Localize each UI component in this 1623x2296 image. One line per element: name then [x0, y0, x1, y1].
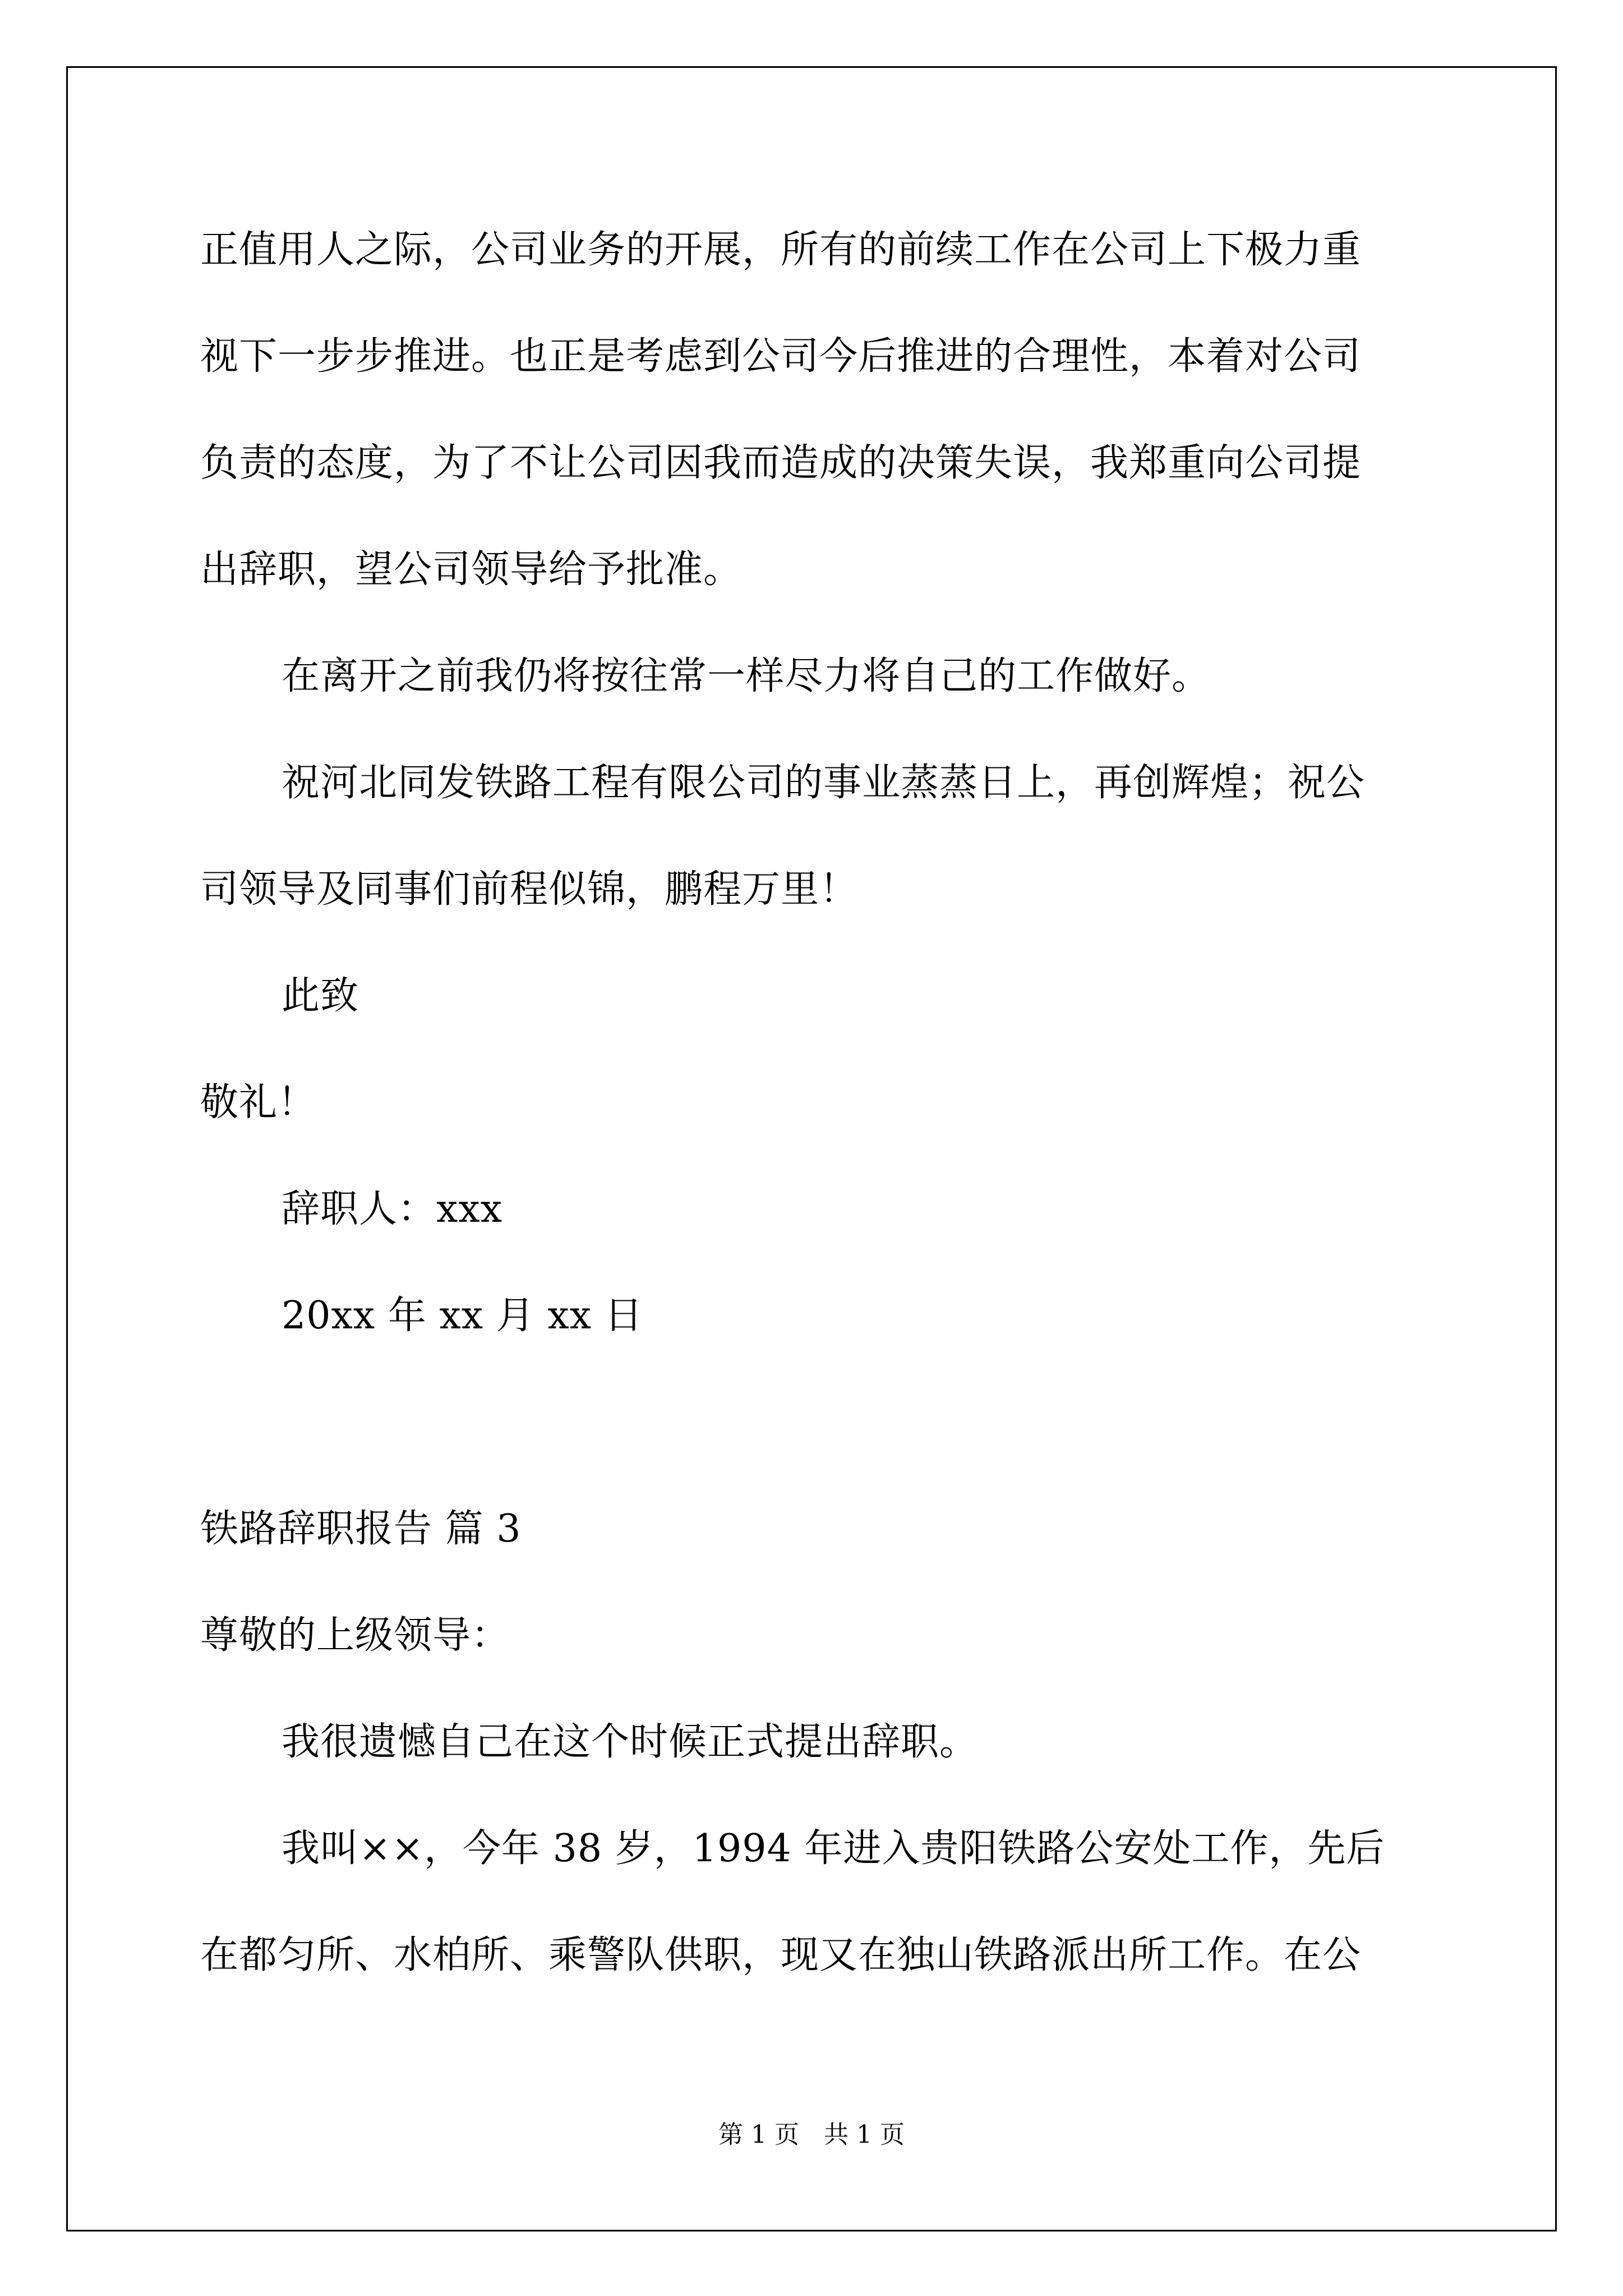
body-text-line: 我叫××，今年 38 岁，1994 年进入贵阳铁路公安处工作，先后	[282, 1826, 1385, 1871]
page-footer: 第 1 页 共 1 页	[718, 2120, 905, 2149]
body-text-line: 祝河北同发铁路工程有限公司的事业蒸蒸日上，再创辉煌；祝公	[282, 761, 1366, 805]
body-text-line: 司领导及同事们前程似锦，鹏程万里！	[200, 867, 859, 912]
closing-salutation: 此致	[282, 974, 359, 1018]
signature-name: 辞职人：xxx	[282, 1187, 503, 1231]
letter-greeting: 尊敬的上级领导：	[200, 1613, 510, 1658]
body-text-line: 在都匀所、水柏所、乘警队供职，现又在独山铁路派出所工作。在公	[200, 1933, 1362, 1977]
body-text-line: 我很遗憾自己在这个时候正式提出辞职。	[282, 1720, 979, 1764]
body-text-line: 在离开之前我仍将按往常一样尽力将自己的工作做好。	[282, 654, 1211, 698]
section-heading: 铁路辞职报告 篇 3	[200, 1507, 522, 1551]
body-text-line: 正值用人之际，公司业务的开展，所有的前续工作在公司上下极力重	[200, 228, 1362, 272]
body-text-line: 出辞职，望公司领导给予批准。	[200, 547, 743, 592]
page-border	[66, 66, 1557, 2231]
body-text-line: 视下一步步推进。也正是考虑到公司今后推进的合理性，本着对公司	[200, 334, 1362, 379]
signature-date: 20xx 年 xx 月 xx 日	[282, 1294, 643, 1338]
closing-regards: 敬礼！	[200, 1080, 317, 1125]
body-text-line: 负责的态度，为了不让公司因我而造成的决策失误，我郑重向公司提	[200, 441, 1362, 485]
